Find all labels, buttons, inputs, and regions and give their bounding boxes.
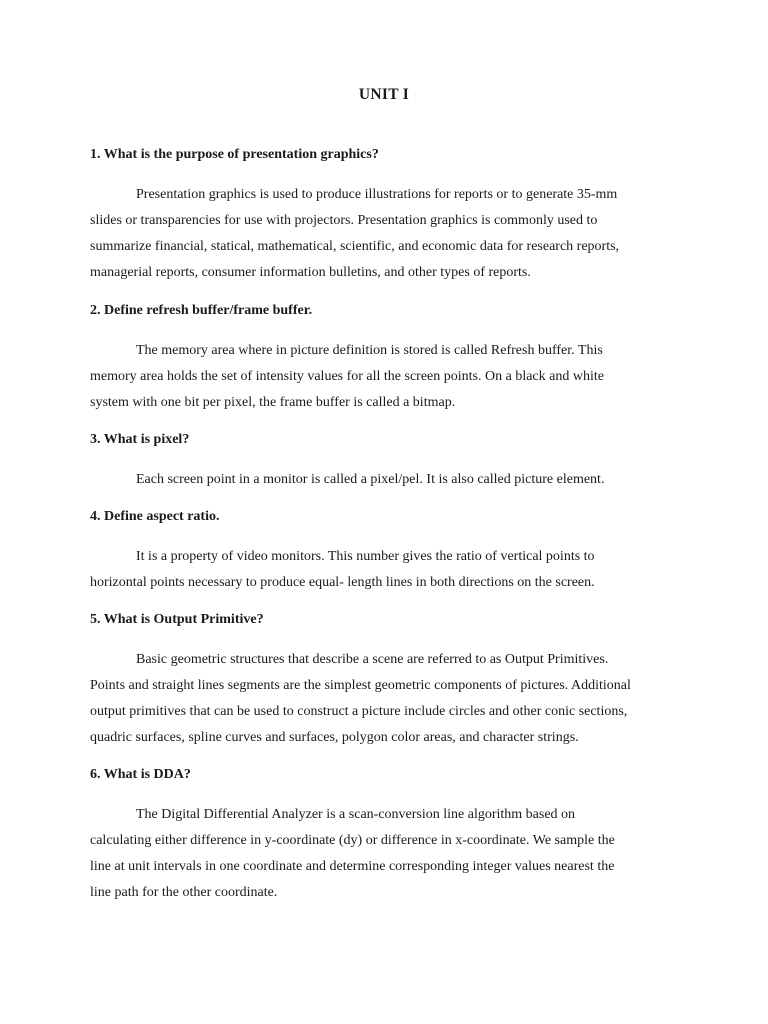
question-6: 6. What is DDA? — [90, 767, 191, 782]
qa-item-5 — [90, 611, 690, 751]
answer-line: horizontal points necessary to produce equal- length lines in both directions on the screen. — [90, 575, 595, 590]
qa-item-6 — [90, 766, 690, 906]
answer-6 — [90, 802, 690, 906]
question-4: 4. Define aspect ratio. — [90, 509, 220, 524]
answer-line: The Digital Differential Analyzer is a scan-conversion line algorithm based on — [136, 807, 576, 822]
qa-item-4 — [90, 508, 690, 596]
answer-line: Each screen point in a monitor is called a pixel/pel. It is also called picture element. — [136, 472, 605, 487]
qa-item-3 — [90, 431, 690, 493]
qa-item-2 — [90, 302, 690, 416]
page-title: UNIT I — [358, 86, 410, 103]
answer-line: memory area holds the set of intensity values for all the screen points. On a black and white — [90, 369, 604, 384]
answer-line: Points and straight lines segments are the simplest geometric components of pictures. Additional — [90, 678, 631, 693]
answer-line: summarize financial, statical, mathematical, scientific, and economic data for research reports, — [90, 239, 620, 254]
answer-line: Presentation graphics is used to produce illustrations for reports or to generate 35-mm — [136, 187, 618, 202]
answer-line: managerial reports, consumer information bulletins, and other types of reports. — [90, 265, 531, 280]
answer-line: The memory area where in picture definition is stored is called Refresh buffer. This — [136, 343, 603, 358]
answer-line: line path for the other coordinate. — [90, 885, 278, 900]
qa-item-1 — [90, 146, 690, 286]
question-1: 1. What is the purpose of presentation graphics? — [90, 147, 379, 162]
answer-1 — [90, 182, 690, 286]
answer-line: calculating either difference in y-coordinate (dy) or difference in x-coordinate. We sample the — [90, 833, 615, 848]
answer-line: slides or transparencies for use with projectors. Presentation graphics is commonly used to — [90, 213, 598, 228]
answer-line: output primitives that can be used to construct a picture include circles and other conic sections, — [90, 704, 628, 719]
answer-2 — [90, 338, 690, 416]
answer-line: line at unit intervals in one coordinate and determine corresponding integer values nearest the — [90, 859, 615, 874]
answer-5 — [90, 647, 690, 751]
question-3: 3. What is pixel? — [90, 432, 190, 447]
answer-line: It is a property of video monitors. This number gives the ratio of vertical points to — [136, 549, 595, 564]
answer-4 — [90, 544, 690, 596]
answer-line: Basic geometric structures that describe a scene are referred to as Output Primitives. — [136, 652, 609, 667]
question-5: 5. What is Output Primitive? — [90, 612, 264, 627]
answer-3 — [90, 467, 690, 493]
answer-line: quadric surfaces, spline curves and surfaces, polygon color areas, and character strings. — [90, 730, 579, 745]
answer-line: system with one bit per pixel, the frame buffer is called a bitmap. — [90, 395, 456, 410]
question-2: 2. Define refresh buffer/frame buffer. — [90, 303, 313, 318]
